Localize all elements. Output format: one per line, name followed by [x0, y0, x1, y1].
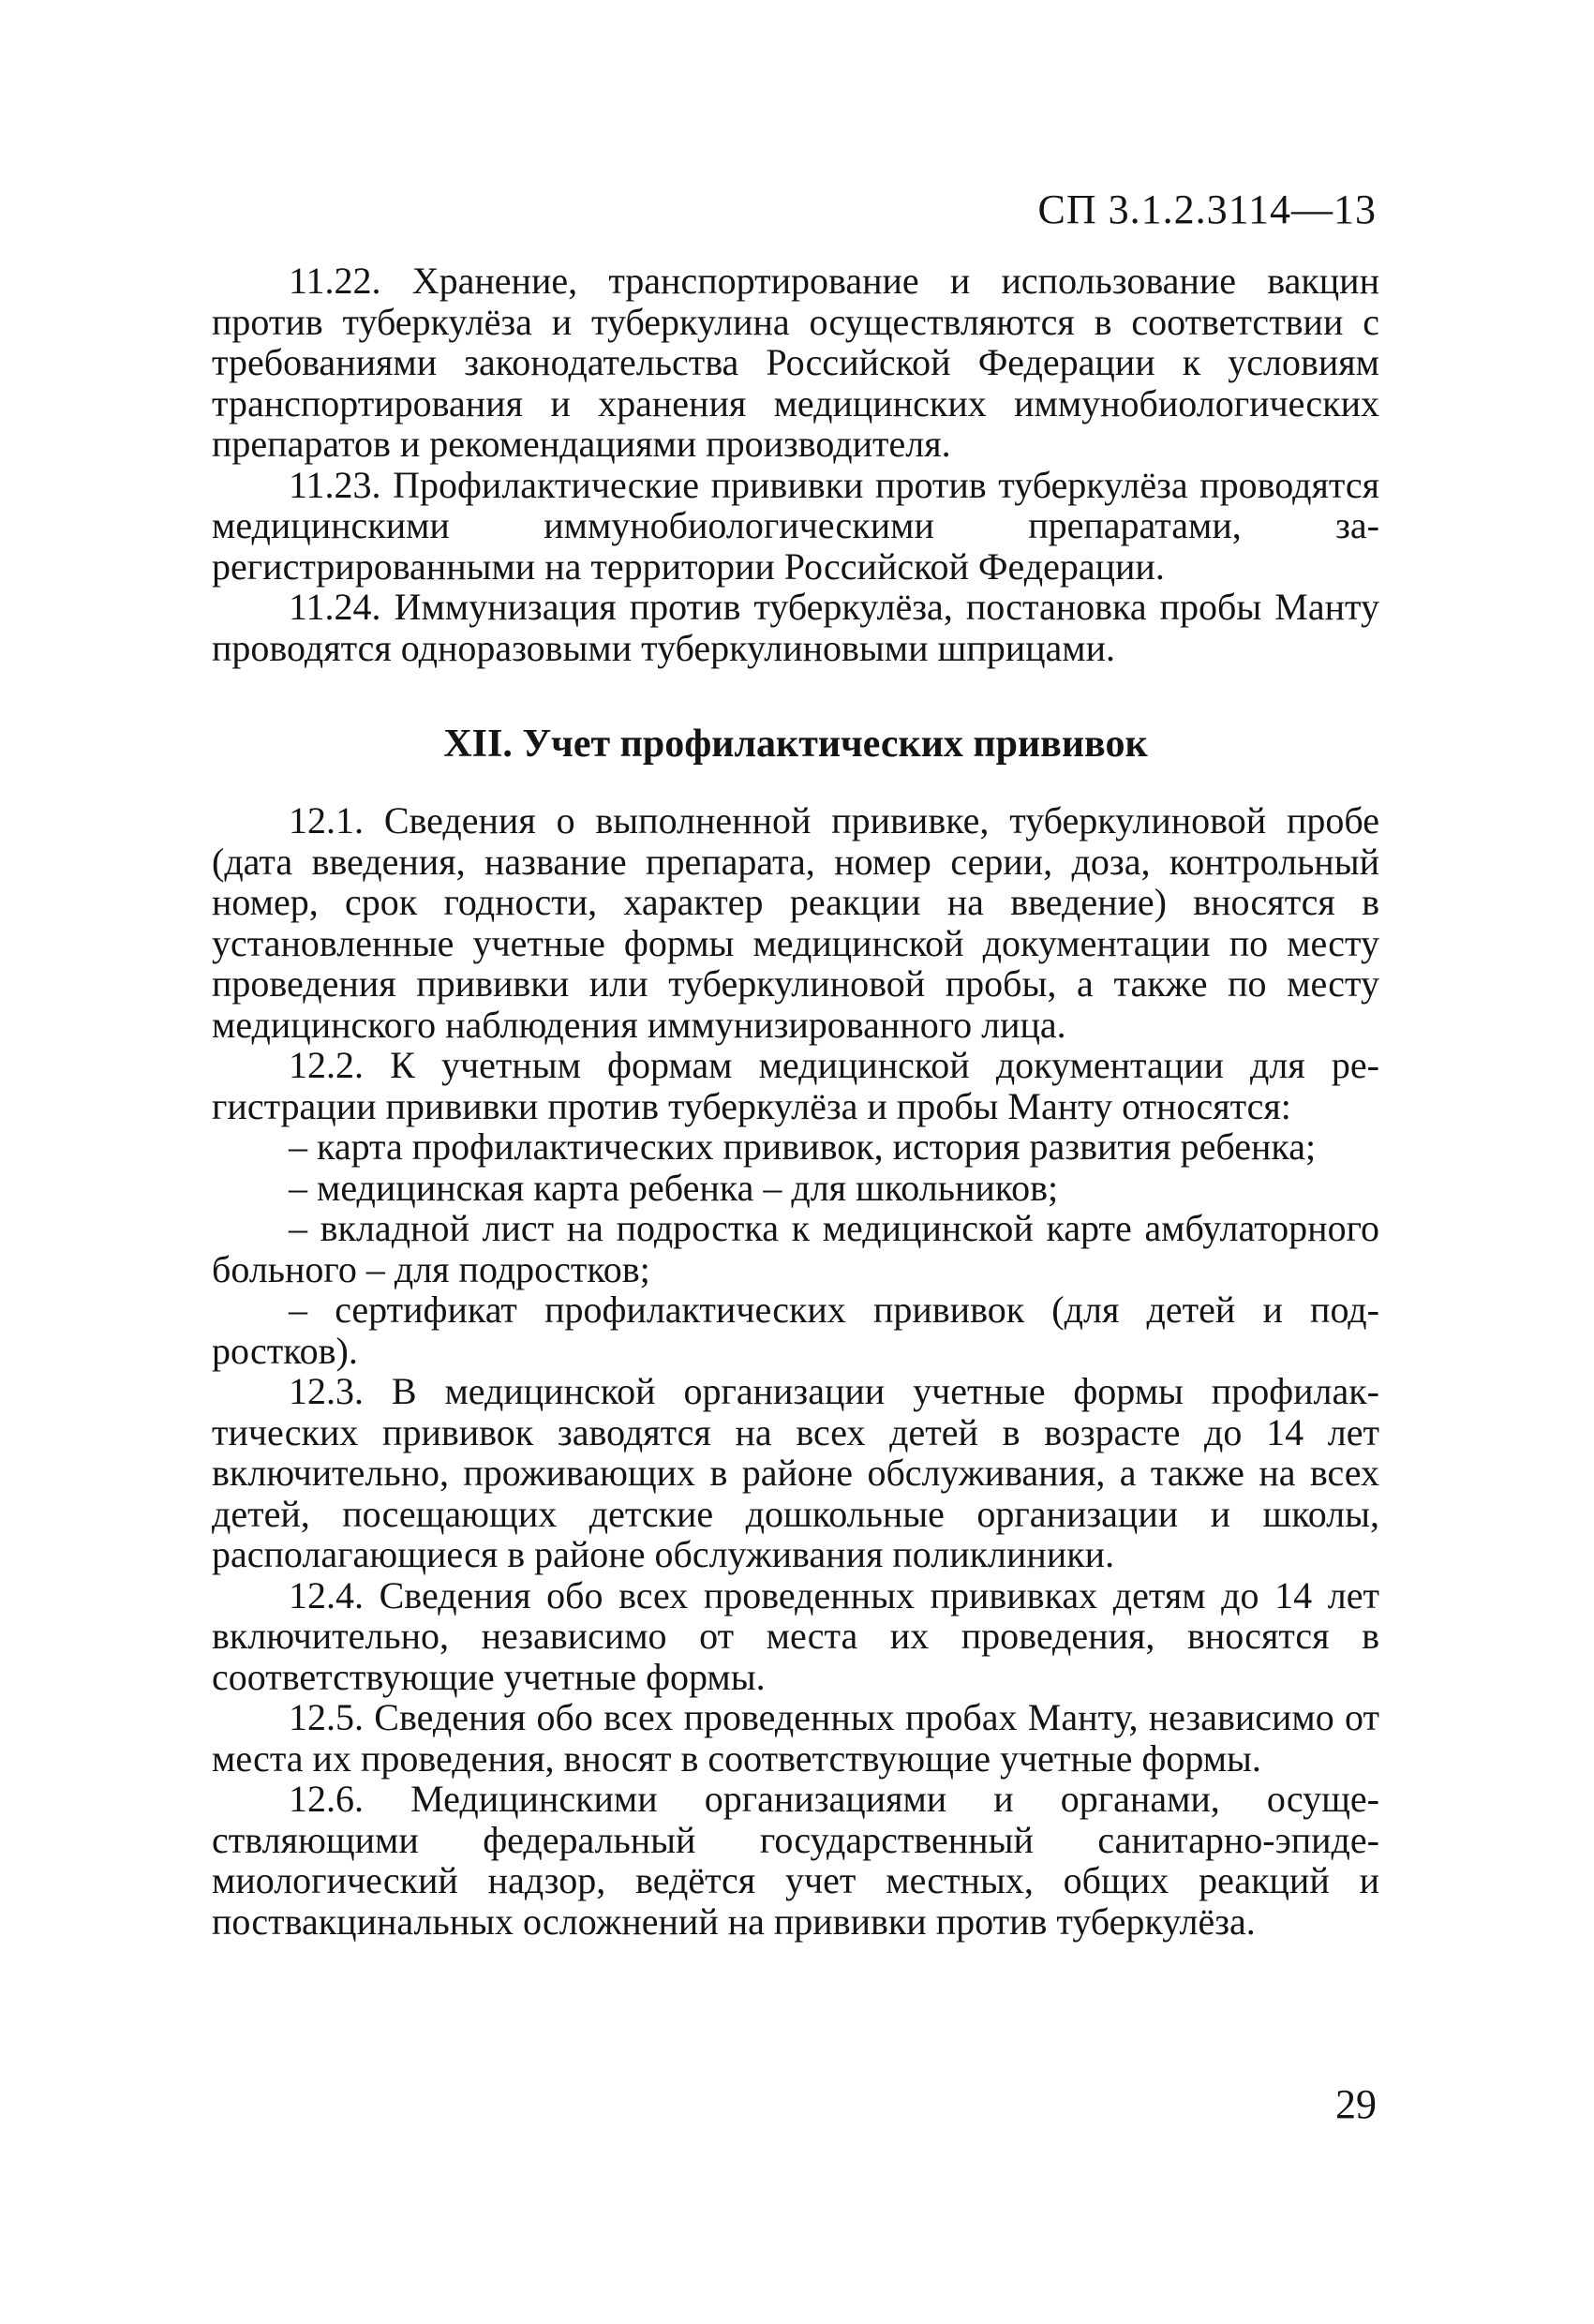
page-number: 29	[1335, 2081, 1377, 2127]
paragraph-11-24: 11.24. Иммунизация против туберкулёза, постановка пробы Манту проводятся одноразовыми туберкулиновыми шприцами.	[212, 586, 1379, 669]
paragraph-12-4: 12.4. Сведения обо всех проведенных прививках детям до 14 лет включительно, независимо от места их проведения, вносятся в соответствующие учетные формы.	[212, 1573, 1379, 1698]
document-code-header: СП 3.1.2.3114—13	[1037, 186, 1377, 232]
list-item-medical-card: – медицинская карта ребенка – для школьников;	[289, 1166, 1059, 1209]
paragraph-11-23: 11.23. Профилактические прививки против туберкулёза проводятся медицинскими иммунобиологическими препаратами, зарегистрированными на территории Российской Федерации.	[212, 463, 1379, 588]
list-item-certificate: – сертификат профилактических прививок (для детей и подростков).	[212, 1289, 1379, 1372]
paragraph-12-6: 12.6. Медицинскими организациями и органами, осуществляющими федеральный государственный санитарно-эпидемиологический надзор, ведётся учет местных, общих реакций и поствакцинальных осложнений на прививки против туберкулёза.	[212, 1778, 1379, 1943]
list-item-vaccination-card: – карта профилактических прививок, история развития ребенка;	[289, 1125, 1317, 1168]
paragraph-12-2: 12.2. К учетным формам медицинской документации для регистрации прививки против туберкулёза и пробы Манту относятся:	[212, 1044, 1379, 1127]
paragraph-12-3: 12.3. В медицинской организации учетные формы профилактических прививок заводятся на всех детей в возрасте до 14 лет включительно, проживающих в районе обслуживания, а также на всех детей, посещающих детские дошкольные организации и школы, располагающиеся в районе обслуживания поликлиники.	[212, 1370, 1379, 1575]
section-heading: XII. Учет профилактических прививок	[443, 723, 1148, 766]
paragraph-12-5: 12.5. Сведения обо всех проведенных пробах Манту, независимо от места их проведения, вносят в соответствующие учетные формы.	[212, 1696, 1379, 1780]
page-body	[212, 261, 1379, 1942]
list-item-insert-sheet: – вкладной лист на подростка к медицинской карте амбулаторного больного – для подростков;	[212, 1207, 1379, 1290]
paragraph-12-1: 12.1. Сведения о выполненной прививке, туберкулиновой пробе (дата введения, название препарата, номер серии, доза, контрольный номер, срок годности, характер реакции на введение) вносятся в установленные учетные формы медицинской документации по месту проведения прививки или туберкулиновой пробы, а также по месту медицинского наблюдения иммунизированного лица.	[212, 799, 1379, 1046]
paragraph-11-22: 11.22. Хранение, транспортирование и использование вакцин против туберкулёза и туберкулина осуществляются в соответствии с требованиями законодательства Российской Федерации к условиям транспортирования и хранения медицинских иммунобиологических препаратов и рекомендациями производителя.	[212, 260, 1379, 465]
